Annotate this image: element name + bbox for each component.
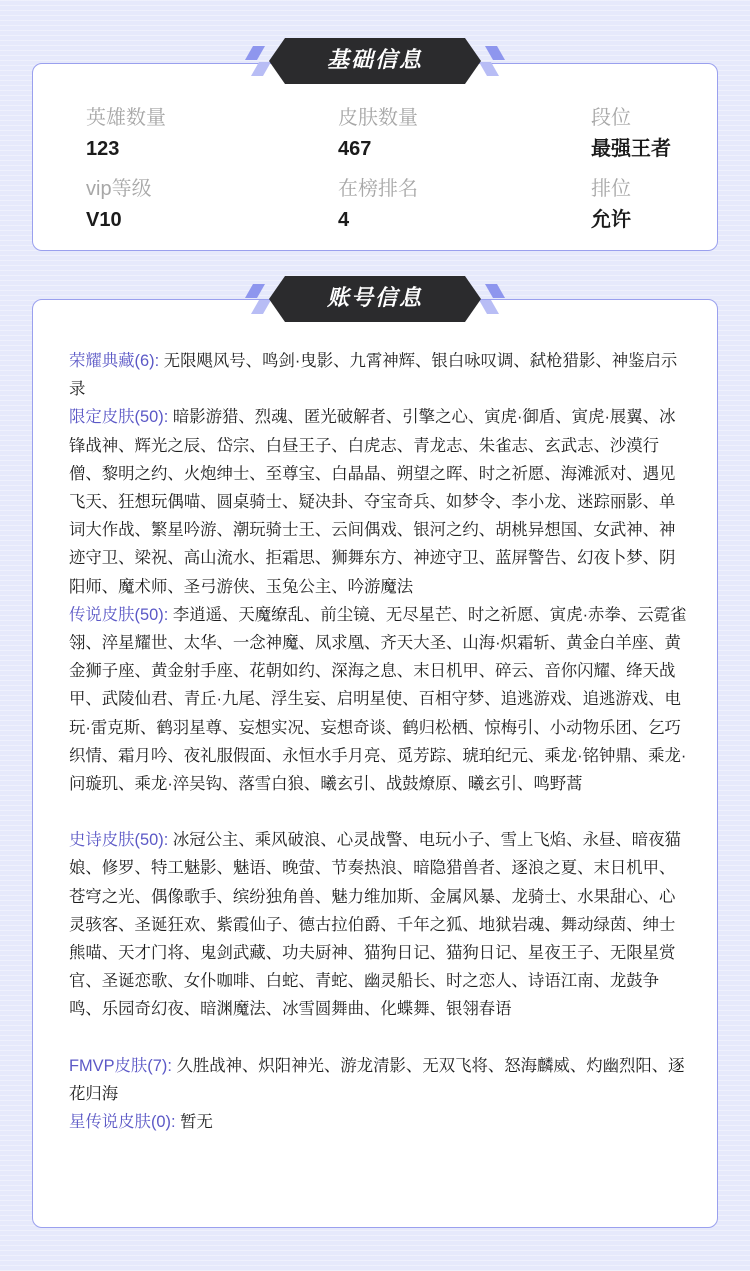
section-items: 李逍遥、天魔缭乱、前尘镜、无尽星芒、时之祈愿、寅虎·赤拳、云霓雀翎、淬星耀世、太华、一念神魔、凤求凰、齐天大圣、山海·炽霜斩、黄金白羊座、黄金狮子座、黄金射手座、花朝如约、深海之息、末日机甲、碎云、音你闪耀、绛天战甲、武陵仙君、青丘·九尾、浮生妄、启明星使、百相守梦、追逃游戏、追逃游戏、电玩·雷克斯、鹤羽星尊、妄想实况、妄想奇谈、鹤归松栖、惊梅引、小动物乐团、乞巧织情、霜月吟、夜礼服假面、永恒水手月亮、觅芳踪、琥珀纪元、乘龙·铭钟鼎、乘龙·问璇玑、乘龙·淬吴钩、落雪白狼、曦玄引、战鼓燎原、曦玄引、鸣野蒿 (69, 605, 687, 794)
section-legend-skins (69, 601, 689, 798)
stat-leaderboard-rank (338, 175, 538, 234)
section-spacer (69, 798, 689, 826)
stat-value: 最强王者 (591, 138, 671, 160)
basic-info-card (32, 63, 718, 251)
section-category: 限定皮肤(50): (69, 408, 169, 427)
stat-label: 皮肤数量 (338, 107, 418, 129)
section-items: 久胜战神、炽阳神光、游龙清影、无双飞将、怒海麟威、灼幽烈阳、逐花归海 (69, 1056, 685, 1103)
stat-label: 在榜排名 (338, 178, 418, 200)
stat-label: 英雄数量 (86, 107, 166, 129)
basic-info-title: 基础信息 (326, 48, 423, 73)
section-category: 荣耀典藏(6): (69, 352, 160, 370)
section-items: 暗影游猎、烈魂、匿光破解者、引擎之心、寅虎·御盾、寅虎·展翼、冰锋战神、辉光之辰、岱宗、白昼王子、白虎志、青龙志、朱雀志、玄武志、沙漠行僧、黎明之约、火炮绅士、至尊宝、白晶晶、朔望之晖、时之祈愿、海滩派对、遇见飞天、狂想玩偶喵、圆桌骑士、疑决卦、夺宝奇兵、如梦令、李小龙、迷踪丽影、单词大作战、繁星吟游、潮玩骑士王、云间偶戏、银河之约、胡桃异想国、女武神、神迹守卫、梁祝、高山流水、拒霜思、狮舞东方、神迹守卫、蓝屏警告、幻夜卜梦、阴阳师、魔术师、圣弓游侠、玉兔公主、吟游魔法 (69, 408, 676, 596)
stat-label: 排位 (591, 178, 631, 200)
stat-vip-level (86, 175, 286, 234)
section-epic-skins (69, 826, 689, 1023)
stat-value: 4 (338, 209, 350, 231)
section-category: 史诗皮肤(50): (69, 831, 169, 850)
section-category: 星传说皮肤(0): (69, 1113, 176, 1132)
stat-label: 段位 (591, 107, 631, 129)
stat-skin-count (338, 104, 538, 163)
section-spacer (69, 1024, 689, 1052)
stat-value: 123 (86, 138, 120, 160)
section-limited-skins (69, 403, 689, 600)
stat-value: 允许 (591, 209, 631, 231)
section-star-legend-skins (69, 1108, 689, 1136)
section-items: 冰冠公主、乘风破浪、心灵战警、电玩小子、雪上飞焰、永昼、暗夜猫娘、修罗、特工魅影、魅语、晚萤、节奏热浪、暗隐猎兽者、逐浪之夏、末日机甲、苍穹之光、偶像歌手、缤纷独角兽、魅力维加斯、金属风暴、龙骑士、水果甜心、心灵骇客、圣诞狂欢、紫霞仙子、德古拉伯爵、千年之狐、地狱岩魂、舞动绿茵、绅士熊喵、天才门将、鬼剑武藏、功夫厨神、猫狗日记、猫狗日记、星夜王子、无限星赏官、圣诞恋歌、女仆咖啡、白蛇、青蛇、幽灵船长、时之恋人、诗语江南、龙鼓争鸣、乐园奇幻夜、暗渊魔法、冰雪圆舞曲、化蝶舞、银翎春语 (69, 831, 681, 1019)
skin-list (69, 347, 689, 1136)
section-fmvp-skins (69, 1052, 689, 1108)
account-info-banner (245, 276, 505, 322)
stat-label: vip等级 (86, 178, 152, 200)
section-category: 传说皮肤(50): (69, 605, 169, 624)
basic-info-banner (245, 38, 505, 84)
account-info-title: 账号信息 (326, 286, 423, 311)
section-items: 暂无 (180, 1113, 213, 1132)
stat-ranked-allowed (591, 175, 711, 234)
section-category: FMVP皮肤(7): (69, 1056, 172, 1075)
stat-hero-count (86, 104, 286, 163)
stat-rank-tier (591, 104, 711, 163)
account-info-card (32, 299, 718, 1228)
stat-value: 467 (338, 138, 372, 160)
stat-value: V10 (86, 209, 122, 231)
section-glory-collection (69, 347, 689, 403)
section-items: 无限飓风号、鸣剑·曳影、九霄神辉、银白咏叹调、弑枪猎影、神鉴启示录 (69, 352, 678, 399)
